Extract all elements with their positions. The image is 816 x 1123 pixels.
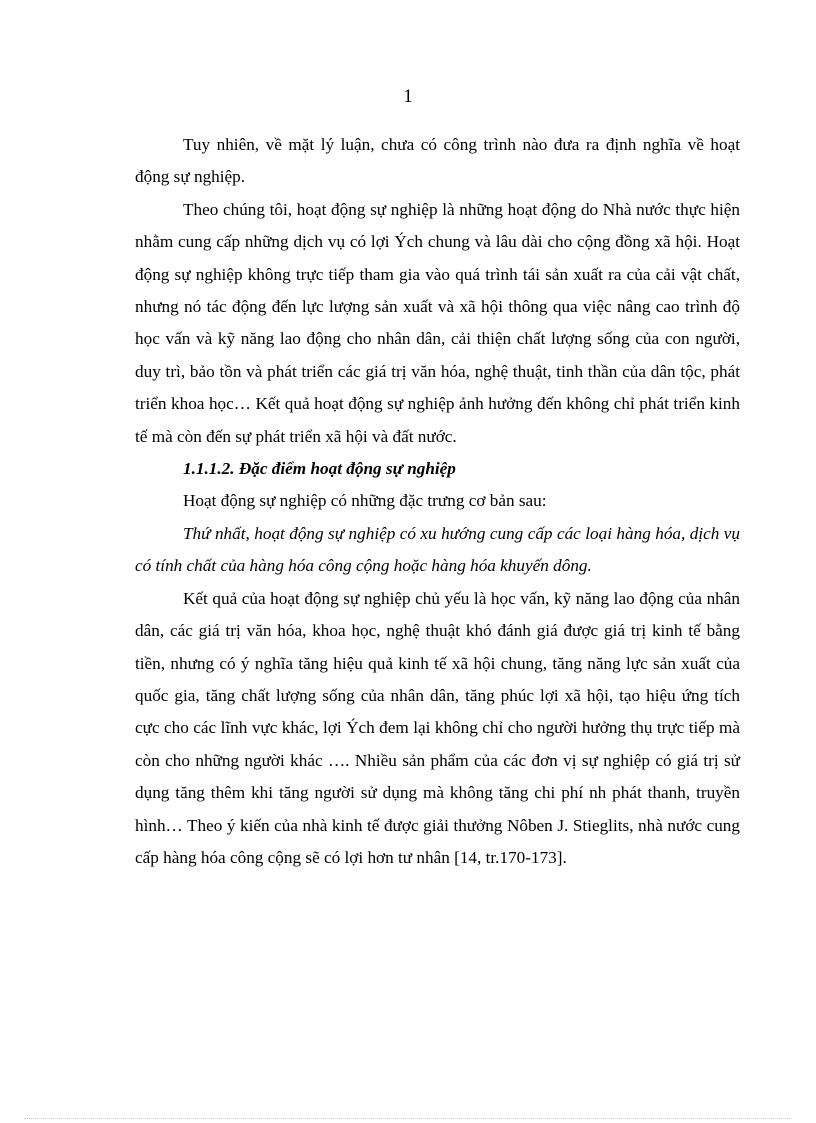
page-bottom-divider <box>24 1118 792 1119</box>
paragraph-first-point: Thứ nhất, hoạt động sự nghiệp có xu hướng cung cấp các loại hàng hóa, dịch vụ có tính chất của hàng hóa công cộng hoặc hàng hóa khuyến dông. <box>135 523 740 576</box>
paragraph: Tuy nhiên, về mặt lý luận, chưa có công trình nào đưa ra định nghĩa về hoạt động sự nghiệp. <box>135 135 740 187</box>
section-heading: 1.1.1.2. Đặc điểm hoạt động sự nghiệp <box>183 459 456 479</box>
paragraph: Theo chúng tôi, hoạt động sự nghiệp là những hoạt động do Nhà nước thực hiện nhằm cung cấp những dịch vụ có lợi Ých chung và lâu dài cho cộng đồng xã hội. Hoạt động sự nghiệp không trực tiếp tham gia vào quá trình tái sản xuất ra của cải vật chất, nhưng nó tác động đến lực lượng sản xuất và xã hội thông qua việc nâng cao trình độ học vấn và kỹ năng lao động cho nhân dân, cải thiện chất lượng sống của con người, duy trì, bảo tồn và phát triển các giá trị văn hóa, nghệ thuật, tinh thần của dân tộc, phát triển khoa học… Kết quả hoạt động sự nghiệp ảnh hưởng đến không chỉ phát triển kinh tế mà còn đến sự phát triển xã hội và đất nước. <box>135 199 740 446</box>
paragraph-intro: Hoạt động sự nghiệp có những đặc trưng cơ bản sau: <box>183 491 547 511</box>
paragraph: Kết quả của hoạt động sự nghiệp chủ yếu là học vấn, kỹ năng lao động của nhân dân, các giá trị văn hóa, khoa học, nghệ thuật khó đánh giá được giá trị kinh tế bằng tiền, nhưng có ý nghĩa tăng hiệu quả kinh tế xã hội chung, tăng năng lực sản xuất của quốc gia, tăng chất lượng sống của nhân dân, tăng phúc lợi xã hội, tạo hiệu ứng tích cực cho các lĩnh vực khác, lợi Ých đem lại không chỉ cho người hưởng thụ trực tiếp mà còn cho những người khác …. Nhiều sản phẩm của các đơn vị sự nghiệp có giá trị sử dụng tăng thêm khi tăng người sử dụng mà không tăng chi phí nh phát thanh, truyền hình… Theo ý kiến của nhà kinh tế được giải thưởng Nôben J. Stieglits, nhà nước cung cấp hàng hóa công cộng sẽ có lợi hơn tư nhân [14, tr.170-173]. <box>135 588 740 867</box>
document-body <box>135 129 740 874</box>
page-number: 1 <box>403 86 413 107</box>
